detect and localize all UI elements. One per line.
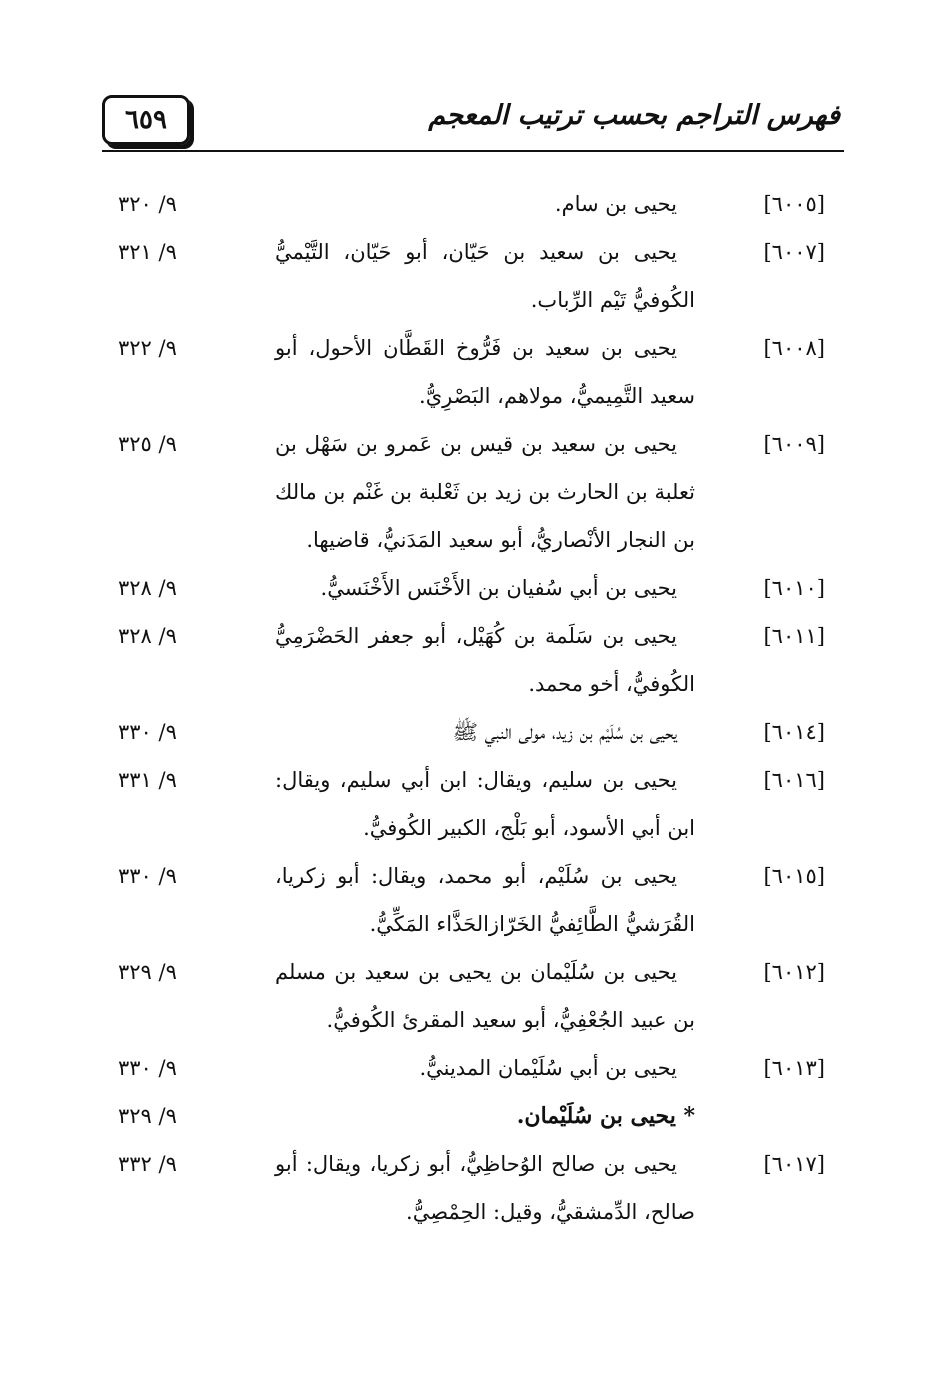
entry-text: يحيى بن سَلَمة بن كُهَيْل، أبو جعفر الحَضْرَمِيُّ الكُوفيُّ، أخو محمد. — [275, 624, 695, 696]
entry-6011 — [0, 612, 940, 708]
entry-6005 — [0, 180, 940, 228]
entry-ref: ٩/ ٣٢٩ — [118, 1104, 177, 1128]
entry-id: [٦٠١٥] — [763, 864, 825, 888]
entry-6014 — [0, 708, 940, 756]
entry-ref: ٩/ ٣٣٠ — [118, 720, 177, 744]
entry-text: يحيى بن أبي سُلَيْمان المدينيُّ. — [419, 1056, 677, 1080]
entry-ref: ٩/ ٣٣٠ — [118, 1056, 177, 1080]
entry-id: [٦٠١٢] — [763, 960, 825, 984]
entry-text: يحيى بن سُلَيْم، أبو محمد، ويقال: أبو زكريا، القُرَشيُّ الطَّائِفيُّ الخَرّازالحَذَّاء المَكِّيُّ. — [275, 864, 695, 936]
entry-6008 — [0, 324, 940, 420]
entry-text: يحيى بن صالح الوُحاظِيُّ، أبو زكريا، ويقال: أبو صالح، الدِّمشقيُّ، وقيل: الحِمْصِيُّ. — [275, 1152, 695, 1224]
entry-ref: ٩/ ٣٢٩ — [118, 960, 177, 984]
entry-ref: ٩/ ٣٣٢ — [118, 1152, 177, 1176]
entry-6012 — [0, 948, 940, 1044]
entry-text: يحيى بن سعيد بن قيس بن عَمرو بن سَهْل بن ثعلبة بن الحارث بن زيد بن ثَعْلبة بن غَنْم بن مالك بن النجار الأنْصاريُّ، أبو سعيد المَدَنيُّ، قاضيها. — [275, 432, 695, 552]
entry-ref: ٩/ ٣٢٨ — [118, 624, 177, 648]
entry-id: [٦٠٠٨] — [763, 336, 825, 360]
entry-text: يحيى بن سعيد بن فَرُّوخ القَطَّان الأحول، أبو سعيد التَّمِيميُّ، مولاهم، البَصْرِيُّ. — [275, 336, 695, 408]
entry-id: [٦٠١١] — [763, 624, 825, 648]
entry-id: [٦٠١٠] — [763, 576, 825, 600]
entry-6017 — [0, 1140, 940, 1236]
entry-ref: ٩/ ٣٣١ — [118, 768, 177, 792]
entry-id: [٦٠١٤] — [763, 720, 825, 744]
entry-text: يحيى بن سام. — [554, 192, 677, 216]
entry-id: [٦٠٠٩] — [763, 432, 825, 456]
entry-cross-reference — [0, 1092, 940, 1140]
entry-6009 — [0, 420, 940, 564]
entry-id: [٦٠٠٧] — [763, 240, 825, 264]
page-number: ٦٥٩ — [102, 95, 190, 145]
entry-ref: ٩/ ٣٢٨ — [118, 576, 177, 600]
entry-ref: ٩/ ٣٢٥ — [118, 432, 177, 456]
entry-6016 — [0, 756, 940, 852]
entry-list — [0, 180, 940, 1236]
entry-text: * يحيى بن سُلَيْمان. — [516, 1103, 695, 1129]
entry-id: [٦٠١٧] — [763, 1152, 825, 1176]
entry-id: [٦٠١٦] — [763, 768, 825, 792]
entry-ref: ٩/ ٣٣٠ — [118, 864, 177, 888]
entry-text: يحيى بن سُلَيْم بن زيد، مولى النبي ﷺ — [452, 720, 677, 744]
entry-text: يحيى بن أبي سُفيان بن الأَخْنَس الأَخْنَسيُّ. — [320, 576, 677, 600]
entry-6010 — [0, 564, 940, 612]
entry-6015 — [0, 852, 940, 948]
entry-6013 — [0, 1044, 940, 1092]
entry-id: [٦٠٠٥] — [763, 192, 825, 216]
entry-id: [٦٠١٣] — [763, 1056, 825, 1080]
header-rule — [102, 150, 844, 152]
running-title: فهرس التراجم بحسب ترتيب المعجم — [428, 100, 840, 131]
entry-ref: ٩/ ٣٢٠ — [118, 192, 177, 216]
entry-text: يحيى بن سليم، ويقال: ابن أبي سليم، ويقال: ابن أبي الأسود، أبو بَلْج، الكبير الكُوفيُّ. — [275, 768, 695, 840]
entry-6007 — [0, 228, 940, 324]
entry-text: يحيى بن سُلَيْمان بن يحيى بن سعيد بن مسلم بن عبيد الجُعْفِيُّ، أبو سعيد المقرئ الكُوفيُّ. — [275, 960, 695, 1032]
entry-ref: ٩/ ٣٢١ — [118, 240, 177, 264]
entry-ref: ٩/ ٣٢٢ — [118, 336, 177, 360]
entry-text: يحيى بن سعيد بن حَيّان، أبو حَيّان، التَّيْميُّ الكُوفيُّ تَيْم الرِّباب. — [275, 240, 695, 312]
